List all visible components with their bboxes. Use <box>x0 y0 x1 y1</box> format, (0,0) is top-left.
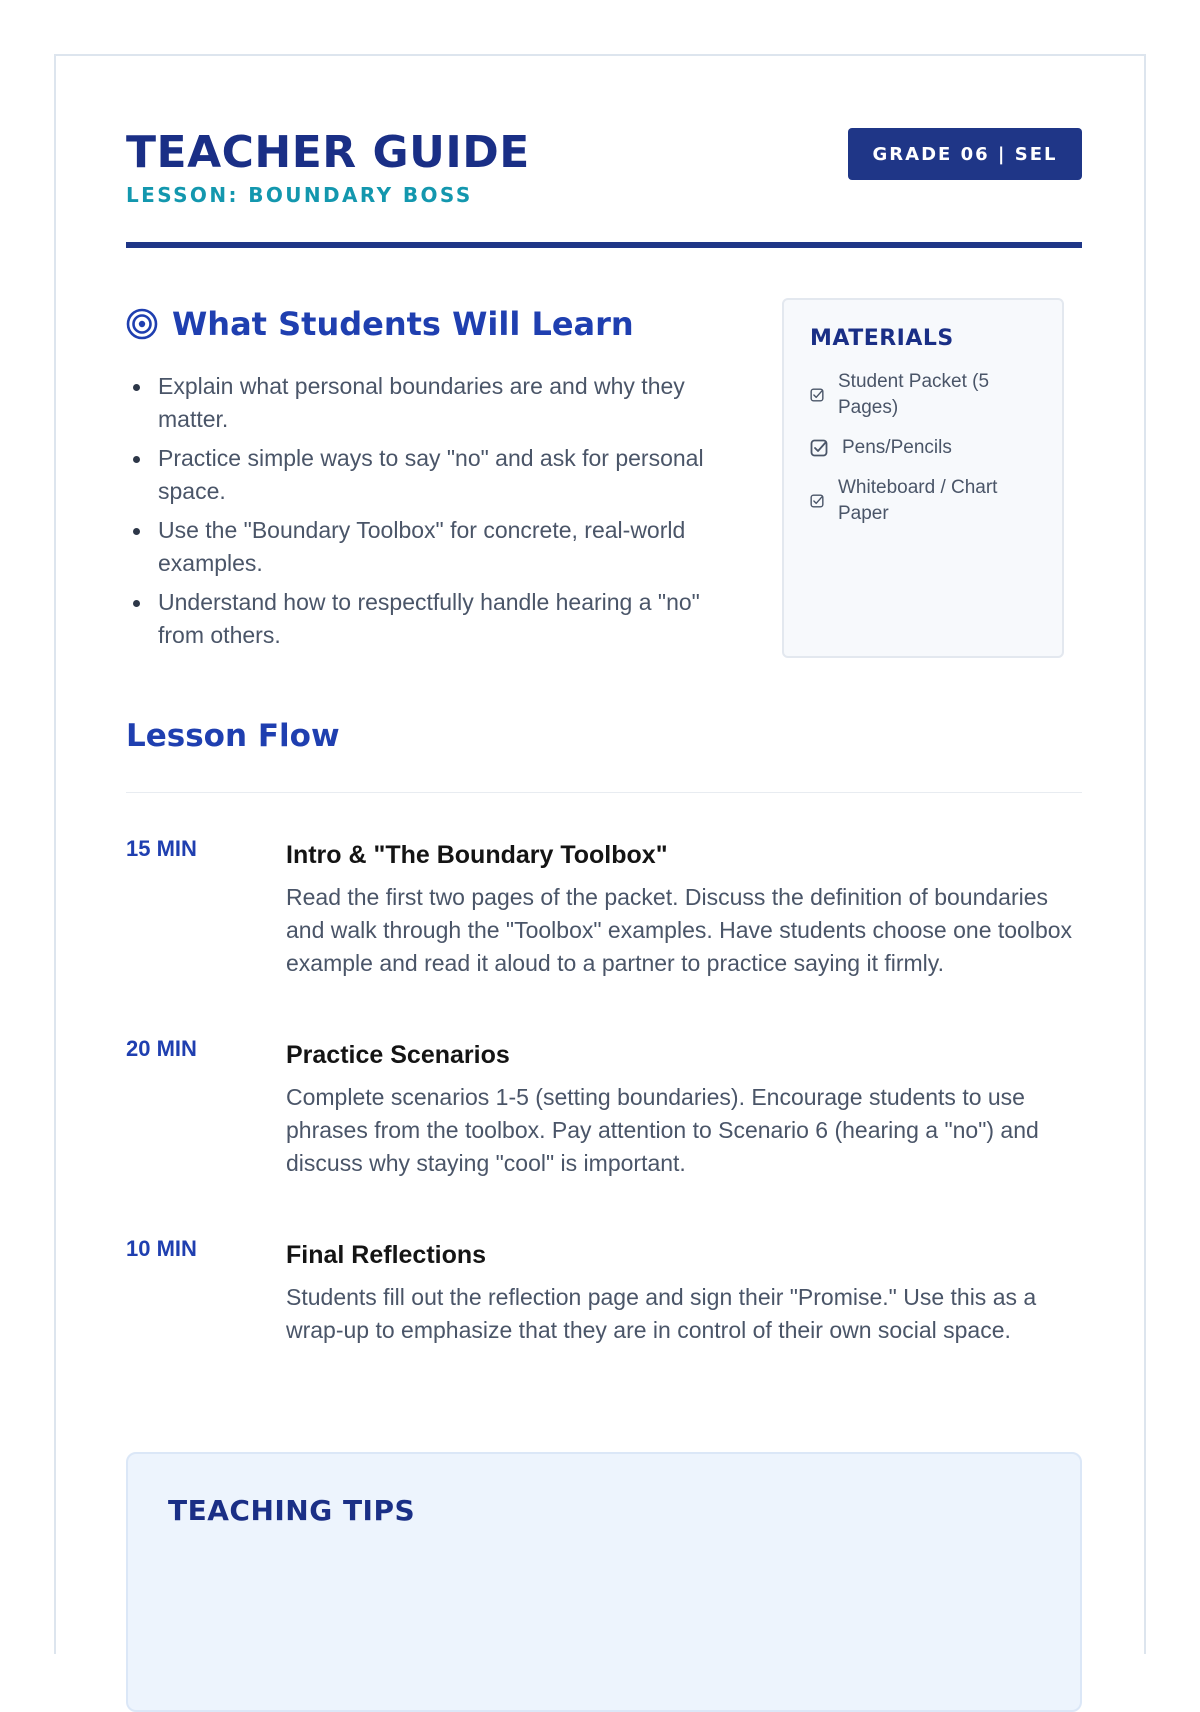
lesson-subtitle: LESSON: BOUNDARY BOSS <box>126 183 473 207</box>
checkbox-icon <box>810 439 828 457</box>
material-label: Whiteboard / Chart Paper <box>838 477 998 524</box>
checkbox-icon <box>810 494 824 508</box>
learning-objective: Use the "Boundary Toolbox" for concrete, real-world examples. <box>126 514 746 580</box>
step-title: Practice Scenarios <box>286 1041 510 1069</box>
lesson-flow-step <box>126 1236 1082 1347</box>
lesson-flow-divider <box>126 792 1082 793</box>
teaching-tips-panel <box>126 1452 1082 1712</box>
learning-objective: Explain what personal boundaries are and why they matter. <box>126 370 746 436</box>
lesson-flow-step <box>126 836 1082 980</box>
materials-title: MATERIALS <box>810 326 954 351</box>
step-description: Read the first two pages of the packet. Discuss the definition of boundaries and walk through the "Toolbox" examples. Have students choose one toolbox example and read it aloud to a partner to practice saying it firmly. <box>286 884 1073 976</box>
grade-badge: GRADE 06 | SEL <box>848 128 1082 180</box>
material-label: Student Packet (5 Pages) <box>838 371 990 418</box>
lesson-flow-list <box>126 836 1082 1403</box>
learning-objective: Understand how to respectfully handle hearing a "no" from others. <box>126 586 746 652</box>
step-body <box>286 836 1082 980</box>
lesson-flow-step <box>126 1036 1082 1180</box>
step-body <box>286 1036 1082 1180</box>
step-body <box>286 1236 1082 1347</box>
material-item <box>810 369 1038 421</box>
learning-objectives-heading <box>126 302 746 346</box>
learning-objective: Practice simple ways to say "no" and ask for personal space. <box>126 442 746 508</box>
step-duration: 10 MIN <box>126 1236 197 1261</box>
learning-objectives-list <box>126 370 746 652</box>
learning-objectives-title: What Students Will Learn <box>172 305 634 343</box>
step-title: Final Reflections <box>286 1241 487 1269</box>
material-item <box>810 475 1038 527</box>
teacher-guide-page <box>54 54 1146 1654</box>
step-title: Intro & "The Boundary Toolbox" <box>286 841 668 869</box>
header-divider <box>126 242 1082 248</box>
step-duration: 20 MIN <box>126 1036 197 1061</box>
material-item <box>810 435 1038 461</box>
lesson-flow-heading: Lesson Flow <box>126 718 340 754</box>
target-icon <box>126 308 158 340</box>
step-description: Complete scenarios 1-5 (setting boundaries). Encourage students to use phrases from the toolbox. Pay attention to Scenario 6 (hearing a "no") and discuss why staying "cool" is important. <box>286 1084 1039 1176</box>
material-label: Pens/Pencils <box>842 437 952 458</box>
step-duration: 15 MIN <box>126 836 197 861</box>
materials-panel <box>782 298 1064 658</box>
page-title: TEACHER GUIDE <box>126 127 530 178</box>
learning-objectives-section <box>126 302 746 658</box>
checkbox-icon <box>810 388 824 402</box>
teaching-tips-title: TEACHING TIPS <box>168 1494 416 1527</box>
step-description: Students fill out the reflection page and sign their "Promise." Use this as a wrap-up to emphasize that they are in control of their own social space. <box>286 1284 1037 1343</box>
